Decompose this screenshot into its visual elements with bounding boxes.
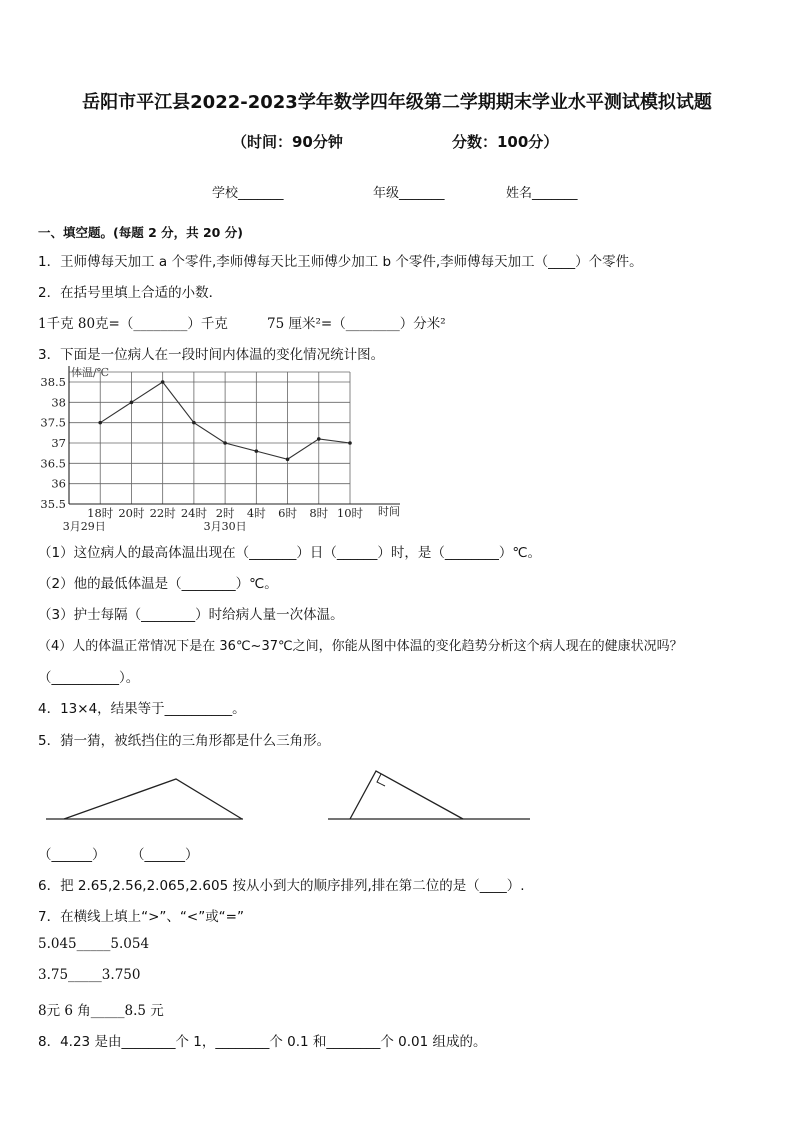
question-5-answer-1: （______） — [38, 847, 106, 863]
y-tick-label: 38.5 — [40, 375, 66, 389]
date-label: 3月30日 — [203, 520, 247, 533]
question-2-stem: 2．在括号里填上合适的小数． — [38, 285, 223, 301]
grade-field: 年级_______ — [373, 186, 445, 201]
data-point — [317, 437, 321, 441]
question-3-3: （3）护士每隔（________）时给病人量一次体温。 — [38, 607, 344, 623]
question-3-1: （1）这位病人的最高体温出现在（_______）日（______）时，是（________）℃。 — [38, 545, 541, 561]
question-4: 4．13×4，结果等于__________。 — [38, 701, 246, 717]
y-tick-label: 37.5 — [40, 415, 66, 430]
question-5-stem: 5．猜一猜，被纸挡住的三角形都是什么三角形。 — [38, 733, 331, 749]
school-field: 学校_______ — [212, 186, 284, 201]
x-tick-label: 20时 — [118, 506, 145, 520]
data-point — [348, 441, 352, 445]
x-tick-label: 24时 — [180, 506, 207, 520]
question-8: 8．4.23 是由________个 1，________个 0.1 和________个 0.01 组成的。 — [38, 1034, 487, 1050]
triangle-figures — [38, 765, 538, 827]
name-field: 姓名_______ — [506, 186, 578, 201]
x-tick-label: 6时 — [278, 506, 297, 520]
page-title: 岳阳市平江县2022-2023学年数学四年级第二学期期末学业水平测试模拟试题 — [82, 92, 712, 113]
data-point — [286, 457, 290, 461]
data-point — [192, 421, 196, 425]
question-7-row-2: 3.75_____3.750 — [38, 967, 141, 983]
question-6: 6．把 2.65,2.56,2.065,2.605 按从小到大的顺序排列,排在第二位的是（____）. — [38, 878, 525, 894]
y-tick-label: 36.5 — [40, 456, 66, 471]
question-7-row-3: 8元 6 角_____8.5 元 — [38, 1003, 164, 1019]
y-tick-label: 37 — [51, 436, 66, 450]
x-tick-label: 18时 — [87, 506, 114, 520]
y-tick-label: 38 — [51, 395, 66, 410]
data-point — [223, 441, 227, 445]
exam-time: （时间：90分钟 — [232, 133, 343, 151]
question-7-stem: 7．在横线上填上“>”、“<”或“=” — [38, 909, 244, 925]
chart-grid — [69, 372, 350, 504]
y-axis-label: 体温/℃ — [71, 366, 110, 379]
date-label: 3月29日 — [62, 520, 106, 533]
x-tick-label: 22时 — [149, 506, 176, 520]
exam-score: 分数：100分） — [452, 133, 559, 151]
question-7-row-1: 5.045_____5.054 — [38, 936, 150, 952]
obtuse-triangle — [64, 779, 242, 819]
chart-labels — [40, 365, 400, 533]
data-point — [255, 449, 259, 453]
section-heading: 一、填空题。(每题 2 分，共 20 分) — [38, 225, 243, 240]
data-point — [98, 421, 102, 425]
data-point — [161, 380, 165, 384]
question-3-stem: 3．下面是一位病人在一段时间内体温的变化情况统计图。 — [38, 347, 385, 363]
question-1: 1．王师傅每天加工 a 个零件,李师傅每天比王师傅少加工 b 个零件,李师傅每天加工（____）个零件。 — [38, 254, 643, 270]
question-2b: 75 厘米²=（________）分米² — [267, 316, 446, 332]
right-triangle — [350, 771, 463, 819]
x-axis-label: 时间 — [378, 505, 400, 518]
temperature-chart — [38, 362, 418, 534]
x-tick-label: 8时 — [309, 506, 329, 520]
y-tick-label: 35.5 — [40, 497, 66, 511]
data-point — [130, 401, 134, 405]
y-tick-label: 36 — [51, 476, 66, 491]
question-5-answer-2: （______） — [131, 847, 199, 863]
x-tick-label: 4时 — [246, 506, 266, 520]
question-3-2: （2）他的最低体温是（________）℃。 — [38, 576, 278, 592]
question-3-4-answer: （__________）。 — [38, 670, 140, 686]
question-3-4: （4）人的体温正常情况下是在 36℃~37℃之间，你能从图中体温的变化趋势分析这个病人现在的健康状况吗？ — [38, 639, 683, 654]
question-2a: 1千克 80克=（________）千克 — [38, 316, 228, 332]
x-tick-label: 2时 — [215, 506, 235, 520]
x-tick-label: 10时 — [336, 506, 364, 520]
